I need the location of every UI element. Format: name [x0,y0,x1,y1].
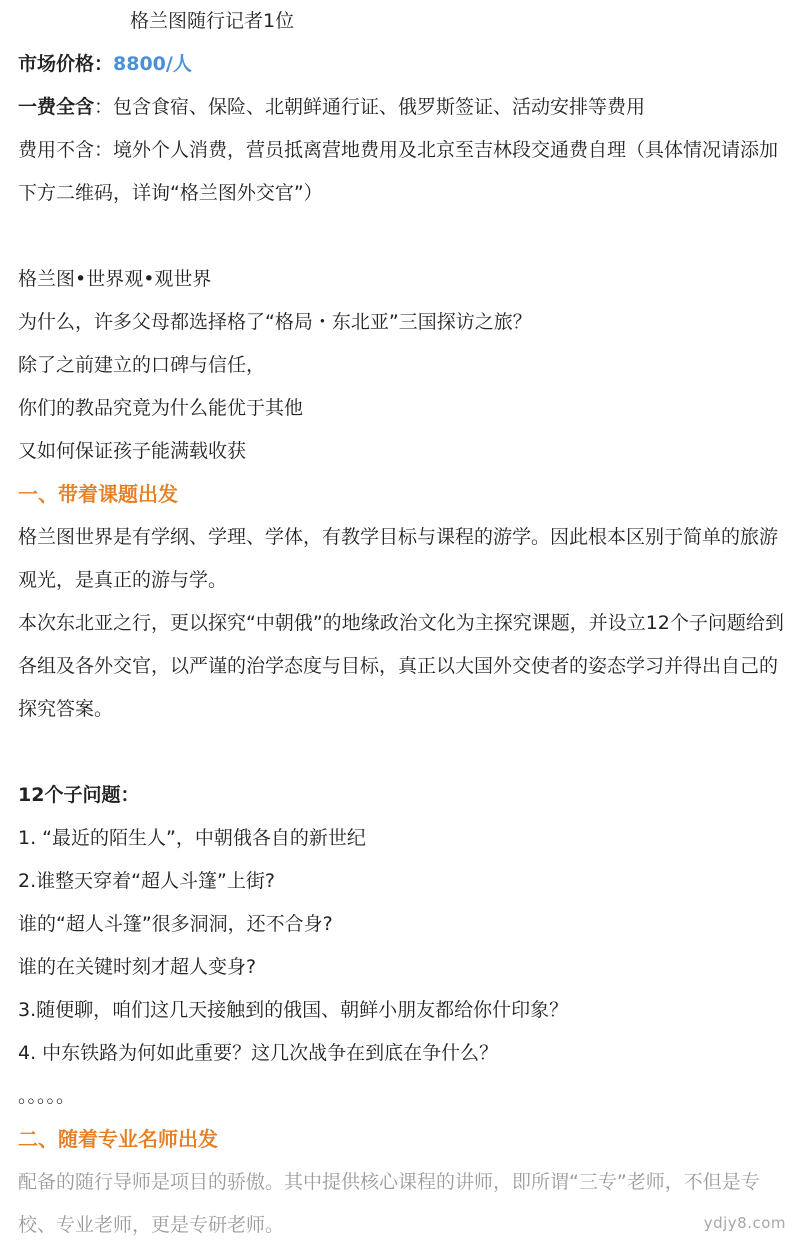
intro-question-2: 除了之前建立的口碑与信任， [18,354,266,376]
intro-question-3: 你们的教品究竟为什么能优于其他 [18,397,304,419]
spacer [18,215,790,258]
subquestion-item: 2.谁整天穿着“超人斗篷”上街? [18,870,275,892]
site-watermark: ydjy8.com [703,1214,786,1232]
intro-question-4: 又如何保证孩子能满载收获 [18,440,247,462]
included-text: ：包含食宿、保险、北朝鲜通行证、俄罗斯签证、活动安排等费用 [94,96,646,118]
subquestion-item: 4. 中东铁路为何如此重要？这几次战争在到底在争什么？ [18,1042,499,1064]
slogan: 格兰图•世界观•观世界 [18,268,212,290]
included-line [18,86,790,129]
intro-question-1: 为什么，许多父母都选择格了“格局・东北亚”三国探访之旅？ [18,311,532,333]
subquestion-item: 3.随便聊，咱们这几天接触到的俄国、朝鲜小朋友都给你什印象？ [18,999,569,1021]
section-1-paragraph-2: 本次东北亚之行，更以探究“中朝俄”的地缘政治文化为主探究课题，并设立12个子问题给到各组及各外交官，以严谨的治学态度与目标，真正以大国外交使者的姿态学习并得出自己的探究答案。 [18,612,784,720]
market-price-line [18,43,790,86]
subquestion-item: 谁的“超人斗篷”很多洞洞，还不合身? [18,913,333,935]
spacer [18,731,790,774]
included-label: 一费全含 [18,96,95,118]
subquestion-item: 1. “最近的陌生人”，中朝俄各自的新世纪 [18,827,366,849]
excluded-paragraph: 费用不含：境外个人消费，营员抵离营地费用及北京至吉林段交通费自理（具体情况请添加下方二维码，详询“格兰图外交官”） [18,139,779,204]
section-1-paragraph-1: 格兰图世界是有学纲、学理、学体，有教学目标与课程的游学。因此根本区别于简单的旅游观光，是真正的游与学。 [18,526,779,591]
subquestions-title: 12个子问题： [18,784,140,806]
ellipsis-line: 。。。。。 [18,1085,76,1107]
market-price-label: 市场价格： [18,53,114,75]
reporter-line: 格兰图随行记者1位 [130,10,295,32]
section-1-title: 一、带着课题出发 [18,482,178,506]
document-body [18,0,790,1247]
market-price-value: 8800/人 [113,53,192,75]
section-2-paragraph-1: 配备的随行导师是项目的骄傲。其中提供核心课程的讲师，即所谓“三专”老师，不但是专校、专业老师，更是专研老师。 [18,1171,760,1236]
section-2-title: 二、随着专业名师出发 [18,1127,218,1151]
subquestion-item: 谁的在关键时刻才超人变身? [18,956,257,978]
